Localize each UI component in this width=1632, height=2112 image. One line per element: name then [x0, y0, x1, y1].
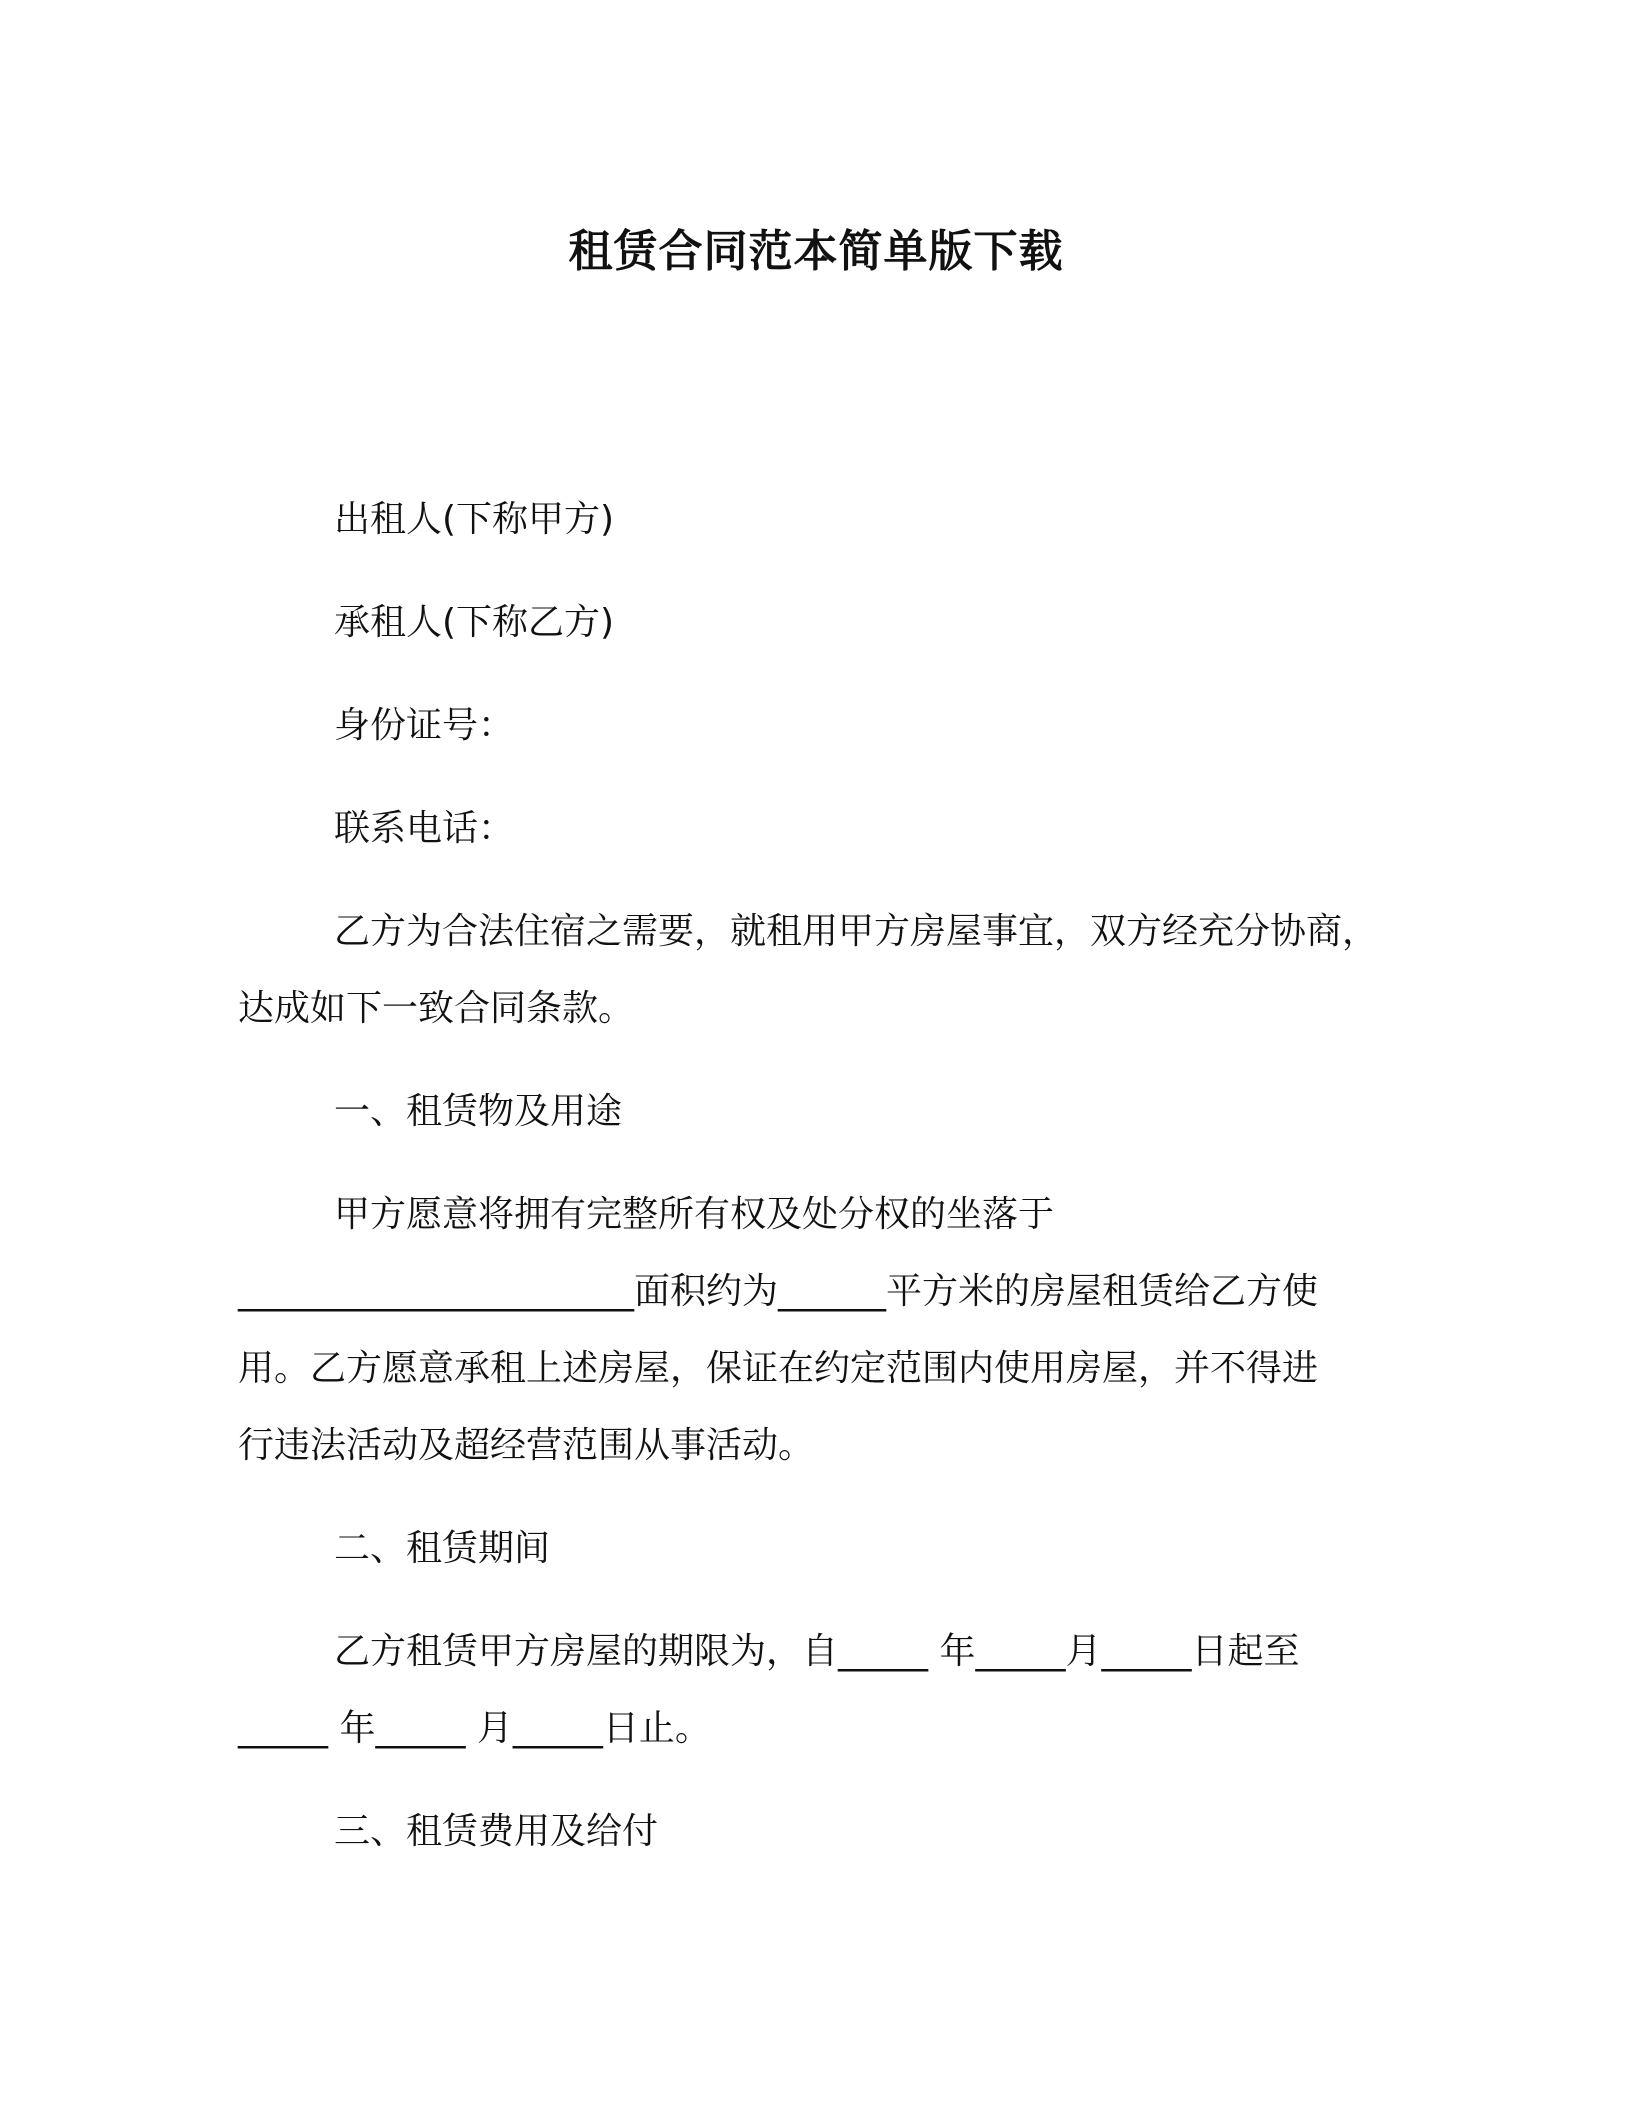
section1-heading: 一、租赁物及用途 [334, 1091, 623, 1132]
section1-paragraph-line-1: 甲方愿意将拥有完整所有权及处分权的坐落于 [334, 1194, 1055, 1235]
section1-paragraph-line-4: 行违法活动及超经营范围从事活动。 [238, 1425, 815, 1466]
section3-heading: 三、租赁费用及给付 [334, 1811, 659, 1852]
section1-paragraph-line-3: 用。乙方愿意承租上述房屋，保证在约定范围内使用房屋，并不得进 [238, 1348, 1319, 1389]
id-number-line: 身份证号： [334, 705, 515, 746]
lessor-line: 出租人(下称甲方) [334, 499, 615, 540]
preamble-line-1: 乙方为合法住宿之需要，就租用甲方房屋事宜，双方经充分协商， [334, 911, 1379, 952]
section2-paragraph-line-1: 乙方租赁甲方房屋的期限为，自_____ 年_____月_____日起至 [334, 1631, 1300, 1672]
preamble-line-2: 达成如下一致合同条款。 [238, 988, 635, 1029]
section2-paragraph-line-2: _____ 年_____ 月_____日止。 [238, 1708, 711, 1749]
document-title: 租赁合同范本简单版下载 [568, 226, 1064, 277]
phone-line: 联系电话： [334, 808, 515, 849]
lessee-line: 承租人(下称乙方) [334, 602, 615, 643]
section1-paragraph-line-2: ______________________面积约为______平方米的房屋租赁给乙方使 [238, 1271, 1319, 1312]
section2-heading: 二、租赁期间 [334, 1528, 551, 1569]
